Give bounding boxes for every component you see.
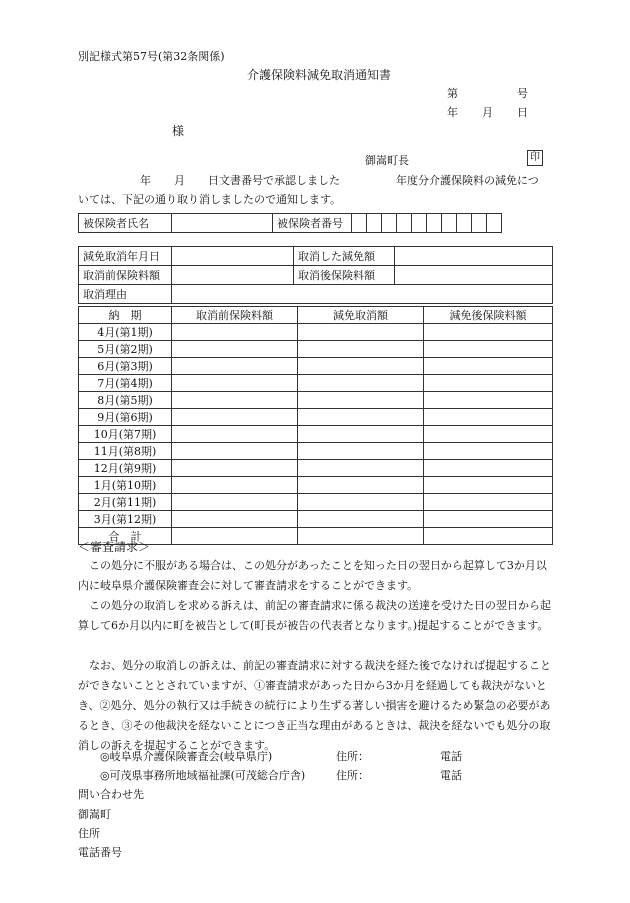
total-after-cell[interactable]	[424, 528, 553, 545]
total-before-cell[interactable]	[172, 528, 298, 545]
schedule-period-label: 11月(第8期)	[79, 443, 172, 460]
premium-before-cell[interactable]	[172, 494, 298, 511]
contact-address: 住所：	[336, 750, 369, 763]
schedule-period-label: 1月(第10期)	[79, 477, 172, 494]
body-text-approval: 日文書番号で承認しました	[208, 174, 340, 187]
cancel-amount-cell[interactable]	[298, 460, 424, 477]
schedule-period-label: 8月(第5期)	[79, 392, 172, 409]
insured-number-digit[interactable]	[382, 214, 397, 233]
cancel-amount-cell[interactable]	[298, 426, 424, 443]
insured-name-label: 被保険者氏名	[79, 214, 172, 233]
cancel-amount-cell[interactable]	[298, 392, 424, 409]
premium-after-cell[interactable]	[424, 494, 553, 511]
insured-name-field[interactable]	[172, 214, 273, 233]
premium-after-cell[interactable]	[424, 375, 553, 392]
issuer-name: 御嵩町長	[365, 154, 409, 167]
date-year: 年	[447, 106, 458, 119]
date-month: 月	[482, 106, 493, 119]
date-day: 日	[517, 106, 528, 119]
insured-number-digit[interactable]	[487, 214, 502, 233]
schedule-row	[79, 341, 553, 358]
schedule-header: 取消前保険料額	[172, 307, 298, 324]
premium-before-cell[interactable]	[172, 443, 298, 460]
premium-before-cell[interactable]	[172, 341, 298, 358]
cancelled-amount-field[interactable]	[395, 247, 553, 266]
premium-before-cell[interactable]	[172, 477, 298, 494]
cancelled-amount-label: 取消した減免額	[294, 247, 395, 266]
insured-number-digit[interactable]	[472, 214, 487, 233]
schedule-row	[79, 375, 553, 392]
premium-before-cell[interactable]	[172, 511, 298, 528]
schedule-row	[79, 443, 553, 460]
cancel-amount-cell[interactable]	[298, 341, 424, 358]
insured-number-digit[interactable]	[442, 214, 457, 233]
review-paragraph-2: この処分の取消しを求める訴えは、前記の審査請求に係る裁決の送達を受けた日の翌日から起算して6か月以内に町を被告として(町長が被告の代表者となります。)提起することができます。	[78, 599, 551, 632]
seal-mark	[527, 150, 543, 166]
cancellation-info-table	[78, 246, 553, 304]
payment-schedule-table	[78, 306, 553, 545]
premium-before-label: 取消前保険料額	[79, 266, 172, 285]
schedule-header: 減免後保険料額	[424, 307, 553, 324]
cancel-amount-cell[interactable]	[298, 324, 424, 341]
contact-phone: 電話	[440, 750, 462, 763]
premium-after-cell[interactable]	[424, 392, 553, 409]
insured-number-label: 被保険者番号	[273, 214, 352, 233]
premium-after-cell[interactable]	[424, 341, 553, 358]
schedule-row	[79, 494, 553, 511]
schedule-row	[79, 477, 553, 494]
schedule-row	[79, 511, 553, 528]
premium-after-label: 取消後保険料額	[294, 266, 395, 285]
schedule-period-label: 12月(第9期)	[79, 460, 172, 477]
cancel-amount-cell[interactable]	[298, 409, 424, 426]
cancel-amount-cell[interactable]	[298, 375, 424, 392]
schedule-row	[79, 460, 553, 477]
inquiry-phone: 電話番号	[78, 846, 122, 859]
schedule-row	[79, 409, 553, 426]
cancel-amount-cell[interactable]	[298, 358, 424, 375]
premium-after-cell[interactable]	[424, 511, 553, 528]
schedule-period-label: 4月(第1期)	[79, 324, 172, 341]
reason-label: 取消理由	[79, 285, 172, 304]
body-year: 年	[140, 174, 151, 187]
insured-number-digit[interactable]	[457, 214, 472, 233]
premium-after-cell[interactable]	[424, 409, 553, 426]
premium-before-cell[interactable]	[172, 426, 298, 443]
inquiry-office: 御嵩町	[78, 808, 111, 821]
inquiry-address: 住所	[78, 827, 100, 840]
cancel-amount-cell[interactable]	[298, 511, 424, 528]
review-paragraph-3: なお、処分の取消しの訴えは、前記の審査請求に対する裁決を経た後でなければ提起することができないこととされていますが、①審査請求があった日から3か月を経過しても裁決がないとき、②処分、処分の執行又は手続きの続行により生ずる著しい損害を避けるため緊急の必要があるとき、③その他裁決を経ないことにつき正当な理由があるときは、裁決を経ないでも処分の取消しの訴えを提起することができます。	[78, 659, 551, 752]
schedule-period-label: 6月(第3期)	[79, 358, 172, 375]
contact-org: ◎岐阜県介護保険審査会(岐阜県庁)	[100, 750, 273, 763]
document-title: 介護保険料減免取消通知書	[247, 68, 392, 82]
schedule-total-label: 合 計	[79, 528, 172, 545]
schedule-row	[79, 324, 553, 341]
insured-number-digit[interactable]	[367, 214, 382, 233]
schedule-row	[79, 358, 553, 375]
total-cancel-cell[interactable]	[298, 528, 424, 545]
schedule-row	[79, 392, 553, 409]
doc-no-suffix: 号	[517, 87, 528, 100]
body-text-fiscal-year: 年度分介護保険料の減免につ	[396, 174, 539, 187]
premium-before-cell[interactable]	[172, 409, 298, 426]
cancel-date-label: 減免取消年月日	[79, 247, 172, 266]
body-text-notice: いては、下記の通り取り消しましたので通知します。	[78, 193, 342, 206]
premium-after-cell[interactable]	[424, 426, 553, 443]
insured-info-table	[78, 213, 502, 233]
schedule-row	[79, 426, 553, 443]
premium-after-cell[interactable]	[424, 443, 553, 460]
inquiry-label: 問い合わせ先	[78, 788, 144, 801]
addressee-suffix: 様	[172, 124, 185, 138]
insured-number-digit[interactable]	[412, 214, 427, 233]
premium-after-cell[interactable]	[424, 477, 553, 494]
premium-after-cell[interactable]	[424, 324, 553, 341]
premium-before-cell[interactable]	[172, 324, 298, 341]
insured-number-digit[interactable]	[397, 214, 412, 233]
reason-field[interactable]	[172, 285, 553, 304]
cancel-amount-cell[interactable]	[298, 477, 424, 494]
premium-after-field[interactable]	[395, 266, 553, 285]
body-month: 月	[174, 174, 185, 187]
seal-label: 印	[527, 150, 543, 166]
insured-number-digit[interactable]	[427, 214, 442, 233]
review-heading: ＜審査請求＞	[78, 540, 151, 554]
contact-phone: 電話	[440, 769, 462, 782]
form-number: 別記様式第57号(第32条関係)	[78, 50, 225, 63]
cancel-amount-cell[interactable]	[298, 494, 424, 511]
cancel-amount-cell[interactable]	[298, 443, 424, 460]
doc-no-prefix: 第	[447, 87, 458, 100]
premium-before-cell[interactable]	[172, 392, 298, 409]
premium-before-cell[interactable]	[172, 460, 298, 477]
cancel-date-field[interactable]	[172, 247, 294, 266]
schedule-period-label: 3月(第12期)	[79, 511, 172, 528]
insured-number-digit[interactable]	[352, 214, 367, 233]
schedule-period-label: 2月(第11期)	[79, 494, 172, 511]
schedule-period-label: 5月(第2期)	[79, 341, 172, 358]
review-paragraph-1: この処分に不服がある場合は、この処分があったことを知った日の翌日から起算して3か月以内に岐阜県介護保険審査会に対して審査請求をすることができます。	[78, 559, 547, 592]
contact-org: ◎可茂県事務所地域福祉課(可茂総合庁舎)	[100, 769, 306, 782]
contact-address: 住所：	[336, 769, 369, 782]
premium-before-cell[interactable]	[172, 375, 298, 392]
premium-after-cell[interactable]	[424, 358, 553, 375]
schedule-header: 減免取消額	[298, 307, 424, 324]
premium-after-cell[interactable]	[424, 460, 553, 477]
premium-before-cell[interactable]	[172, 358, 298, 375]
schedule-period-label: 10月(第7期)	[79, 426, 172, 443]
schedule-header: 納 期	[79, 307, 172, 324]
schedule-period-label: 7月(第4期)	[79, 375, 172, 392]
schedule-period-label: 9月(第6期)	[79, 409, 172, 426]
premium-before-field[interactable]	[172, 266, 294, 285]
